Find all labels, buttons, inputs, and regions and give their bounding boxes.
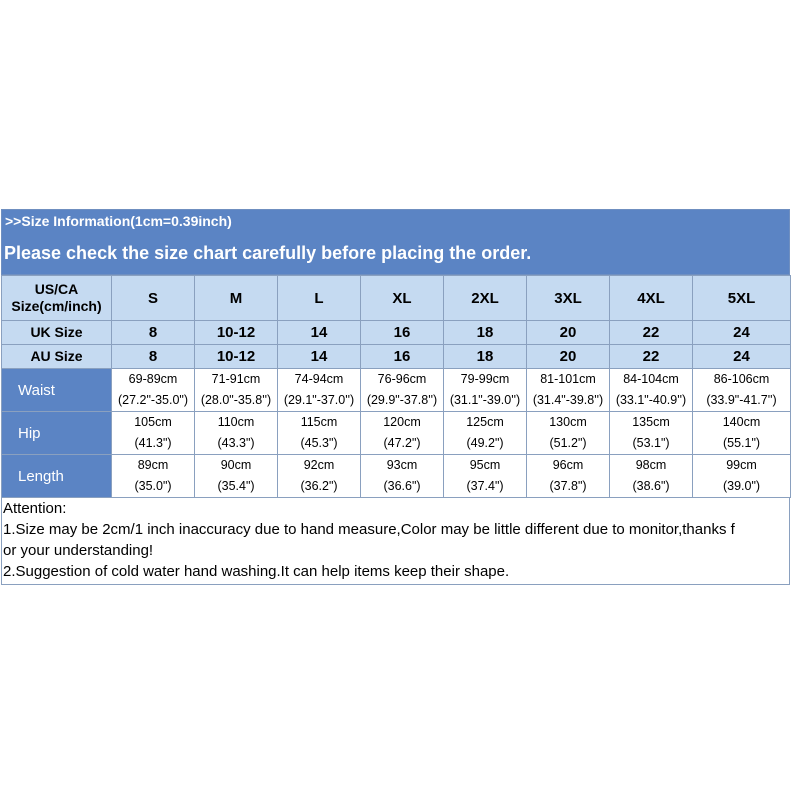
attention-line: or your understanding! <box>3 542 154 559</box>
size-value-cell: 14 <box>278 321 361 345</box>
size-value-cell: 10-12 <box>195 345 278 369</box>
measurement-cm: 71-91cm <box>211 372 261 386</box>
measurement-inch: (41.3") <box>134 436 172 450</box>
measurement-inch: (37.8") <box>549 479 587 493</box>
size-information-title: >>Size Information(1cm=0.39inch) <box>5 213 232 229</box>
size-value-cell: L <box>278 276 361 321</box>
measurement-cm: 135cm <box>632 415 670 429</box>
measurement-inch: (31.4"-39.8'') <box>532 393 604 407</box>
size-system-label <box>2 276 112 321</box>
measurement-cm: 79-99cm <box>460 372 510 386</box>
measurement-cm: 90cm <box>220 458 252 472</box>
measurement-inch: (55.1") <box>722 436 761 450</box>
measurement-row <box>2 369 791 412</box>
attention-title: Attention: <box>3 500 67 517</box>
measurement-inch: (29.9"-37.8'') <box>366 393 438 407</box>
measurement-inch: (53.1") <box>632 436 670 450</box>
measurement-cm: 120cm <box>383 415 421 429</box>
measurement-cm: 74-94cm <box>294 372 344 386</box>
measurement-cm: 93cm <box>386 458 418 472</box>
measurement-cm: 84-104cm <box>623 372 679 386</box>
size-check-notice: Please check the size chart carefully before placing the order. <box>4 243 532 263</box>
measurement-cell <box>361 412 444 455</box>
measurement-inch: (28.0"-35.8'') <box>200 393 272 407</box>
size-chart <box>1 209 790 585</box>
size-system-label <box>2 345 112 369</box>
measurement-cm: 115cm <box>300 415 338 429</box>
measurement-cell <box>278 412 361 455</box>
measurement-inch: (31.1"-39.0'') <box>449 393 521 407</box>
size-value-cell: 8 <box>112 345 195 369</box>
measurement-cell <box>195 412 278 455</box>
size-value-cell: 10-12 <box>195 321 278 345</box>
size-value-cell: 22 <box>610 321 693 345</box>
measurement-cell <box>610 455 693 498</box>
measurement-inch: (36.2") <box>300 479 338 493</box>
size-header-row <box>2 321 791 345</box>
attention-line: 1.Size may be 2cm/1 inch inaccuracy due to hand measure,Color may be little different due to monitor,thanks f <box>3 521 735 538</box>
measurement-inch: (37.4") <box>466 479 504 493</box>
measurement-cm: 99cm <box>726 458 757 472</box>
measurement-cell <box>527 412 610 455</box>
size-value-cell: 20 <box>527 321 610 345</box>
size-value-cell: 3XL <box>527 276 610 321</box>
measurement-inch: (47.2") <box>383 436 421 450</box>
measurement-cm: 98cm <box>635 458 667 472</box>
measurement-row <box>2 412 791 455</box>
measurement-cm: 95cm <box>469 458 501 472</box>
measurement-inch: (33.9"-41.7'') <box>706 393 777 407</box>
size-header-row <box>2 276 791 321</box>
size-value-cell: 24 <box>693 345 791 369</box>
attention-line: 2.Suggestion of cold water hand washing.It can help items keep their shape. <box>3 563 510 580</box>
size-table-body <box>2 276 791 498</box>
measurement-cell <box>112 455 195 498</box>
measurement-cell <box>610 412 693 455</box>
measurement-cell <box>444 412 527 455</box>
measurement-cm: 92cm <box>303 458 335 472</box>
measurement-cm: 110cm <box>217 415 255 429</box>
size-header-row <box>2 345 791 369</box>
measurement-cell <box>112 369 195 412</box>
measurement-cm: 86-106cm <box>713 372 770 386</box>
measurement-cell <box>195 455 278 498</box>
size-value-cell: 14 <box>278 345 361 369</box>
measurement-inch: (51.2") <box>549 436 587 450</box>
measurement-cm: 130cm <box>549 415 587 429</box>
measurement-cm: 89cm <box>137 458 169 472</box>
measurement-cm: 96cm <box>552 458 584 472</box>
size-table <box>1 275 791 498</box>
size-value-cell: 18 <box>444 321 527 345</box>
measurement-cell <box>361 369 444 412</box>
measurement-cell <box>693 455 791 498</box>
measurement-cm: 125cm <box>466 415 504 429</box>
size-system-label <box>2 321 112 345</box>
measurement-inch: (29.1"-37.0'') <box>283 393 355 407</box>
measurement-label: Length <box>2 455 112 498</box>
measurement-label: Hip <box>2 412 112 455</box>
size-system-label-line: AU Size <box>30 348 83 364</box>
size-value-cell: 18 <box>444 345 527 369</box>
measurement-cm: 76-96cm <box>377 372 427 386</box>
measurement-cell <box>527 455 610 498</box>
size-value-cell: 5XL <box>693 276 791 321</box>
measurement-cm: 69-89cm <box>128 372 178 386</box>
size-value-cell: 20 <box>527 345 610 369</box>
measurement-inch: (38.6") <box>632 479 670 493</box>
measurement-cm: 81-101cm <box>540 372 596 386</box>
measurement-cell <box>527 369 610 412</box>
measurement-label: Waist <box>2 369 112 412</box>
measurement-inch: (36.6") <box>383 479 421 493</box>
measurement-cell <box>112 412 195 455</box>
measurement-cell <box>278 369 361 412</box>
size-value-cell: 24 <box>693 321 791 345</box>
size-system-label-line: US/CA <box>34 281 79 297</box>
measurement-cell <box>444 369 527 412</box>
size-value-cell: 22 <box>610 345 693 369</box>
measurement-inch: (35.4") <box>217 479 255 493</box>
measurement-cell <box>278 455 361 498</box>
measurement-inch: (45.3") <box>300 436 338 450</box>
measurement-cell <box>610 369 693 412</box>
size-value-cell: 4XL <box>610 276 693 321</box>
size-value-cell: S <box>112 276 195 321</box>
measurement-cell <box>693 412 791 455</box>
measurement-inch: (35.0") <box>134 479 172 493</box>
measurement-row <box>2 455 791 498</box>
size-value-cell: 16 <box>361 345 444 369</box>
measurement-cm: 140cm <box>722 415 761 429</box>
size-value-cell: M <box>195 276 278 321</box>
measurement-inch: (33.1"-40.9'') <box>615 393 687 407</box>
measurement-inch: (43.3") <box>217 436 255 450</box>
measurement-cell <box>444 455 527 498</box>
measurement-cell <box>195 369 278 412</box>
size-system-label-line: UK Size <box>30 324 83 340</box>
measurement-inch: (49.2") <box>466 436 504 450</box>
measurement-cell <box>361 455 444 498</box>
attention-notes <box>1 498 790 585</box>
size-value-cell: 16 <box>361 321 444 345</box>
size-system-label-line: Size(cm/inch) <box>11 298 102 314</box>
size-banner <box>1 209 790 275</box>
size-value-cell: 8 <box>112 321 195 345</box>
size-value-cell: XL <box>361 276 444 321</box>
size-value-cell: 2XL <box>444 276 527 321</box>
measurement-inch: (39.0") <box>722 479 761 493</box>
measurement-cell <box>693 369 791 412</box>
measurement-inch: (27.2"-35.0") <box>117 393 189 407</box>
measurement-cm: 105cm <box>134 415 172 429</box>
